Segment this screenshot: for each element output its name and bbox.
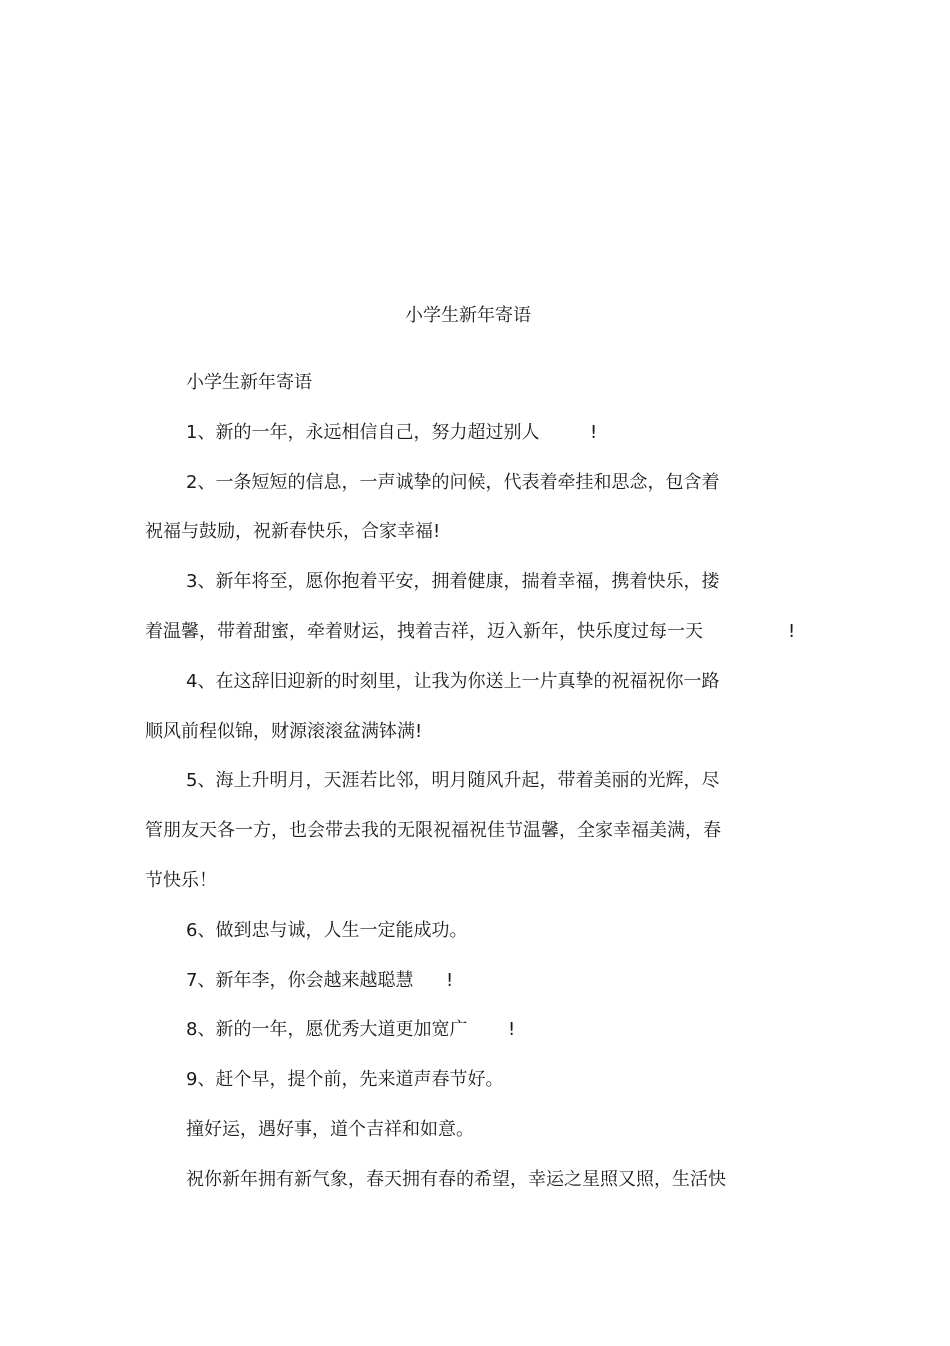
document-title: 小学生新年寄语: [405, 305, 531, 326]
paragraph-line-11: 6、做到忠与诚，人生一定能成功。: [186, 920, 468, 941]
exclamation-mark-2: !: [788, 621, 796, 642]
exclamation-mark-4: !: [508, 1019, 516, 1040]
paragraph-line-10: 节快乐！: [145, 870, 217, 891]
paragraph-line-9: 管朋友天各一方，也会带去我的无限祝福祝佳节温馨，全家幸福美满，春: [145, 820, 721, 841]
paragraph-line-13: 8、新的一年，愿优秀大道更加宽广: [186, 1019, 468, 1040]
paragraph-line-14: 9、赶个早，提个前，先来道声春节好。: [186, 1069, 504, 1090]
paragraph-line-15: 撞好运，遇好事，道个吉祥和如意。: [186, 1119, 474, 1140]
paragraph-line-12: 7、新年李，你会越来越聪慧: [186, 970, 414, 991]
subtitle-line: 小学生新年寄语: [186, 372, 312, 393]
paragraph-line-8: 5、海上升明月，天涯若比邻，明月随风升起，带着美丽的光辉，尽: [186, 770, 720, 791]
paragraph-line-4: 3、新年将至，愿你抱着平安，拥着健康，揣着幸福，携着快乐，搂: [186, 571, 720, 592]
exclamation-mark-3: !: [446, 970, 454, 991]
paragraph-line-7: 顺风前程似锦，财源滚滚盆满钵满!: [145, 721, 423, 742]
paragraph-line-16: 祝你新年拥有新气象，春天拥有春的希望，幸运之星照又照，生活快: [186, 1169, 726, 1190]
paragraph-line-6: 4、在这辞旧迎新的时刻里，让我为你送上一片真挚的祝福祝你一路: [186, 671, 720, 692]
paragraph-line-3: 祝福与鼓励，祝新春快乐，合家幸福!: [145, 521, 441, 542]
paragraph-line-2: 2、一条短短的信息，一声诚挚的问候，代表着牵挂和思念，包含着: [186, 472, 720, 493]
paragraph-line-1: 1、新的一年，永远相信自己，努力超过别人: [186, 422, 540, 443]
paragraph-line-5: 着温馨，带着甜蜜，牵着财运，拽着吉祥，迈入新年，快乐度过每一天: [145, 621, 703, 642]
exclamation-mark-1: !: [590, 422, 598, 443]
